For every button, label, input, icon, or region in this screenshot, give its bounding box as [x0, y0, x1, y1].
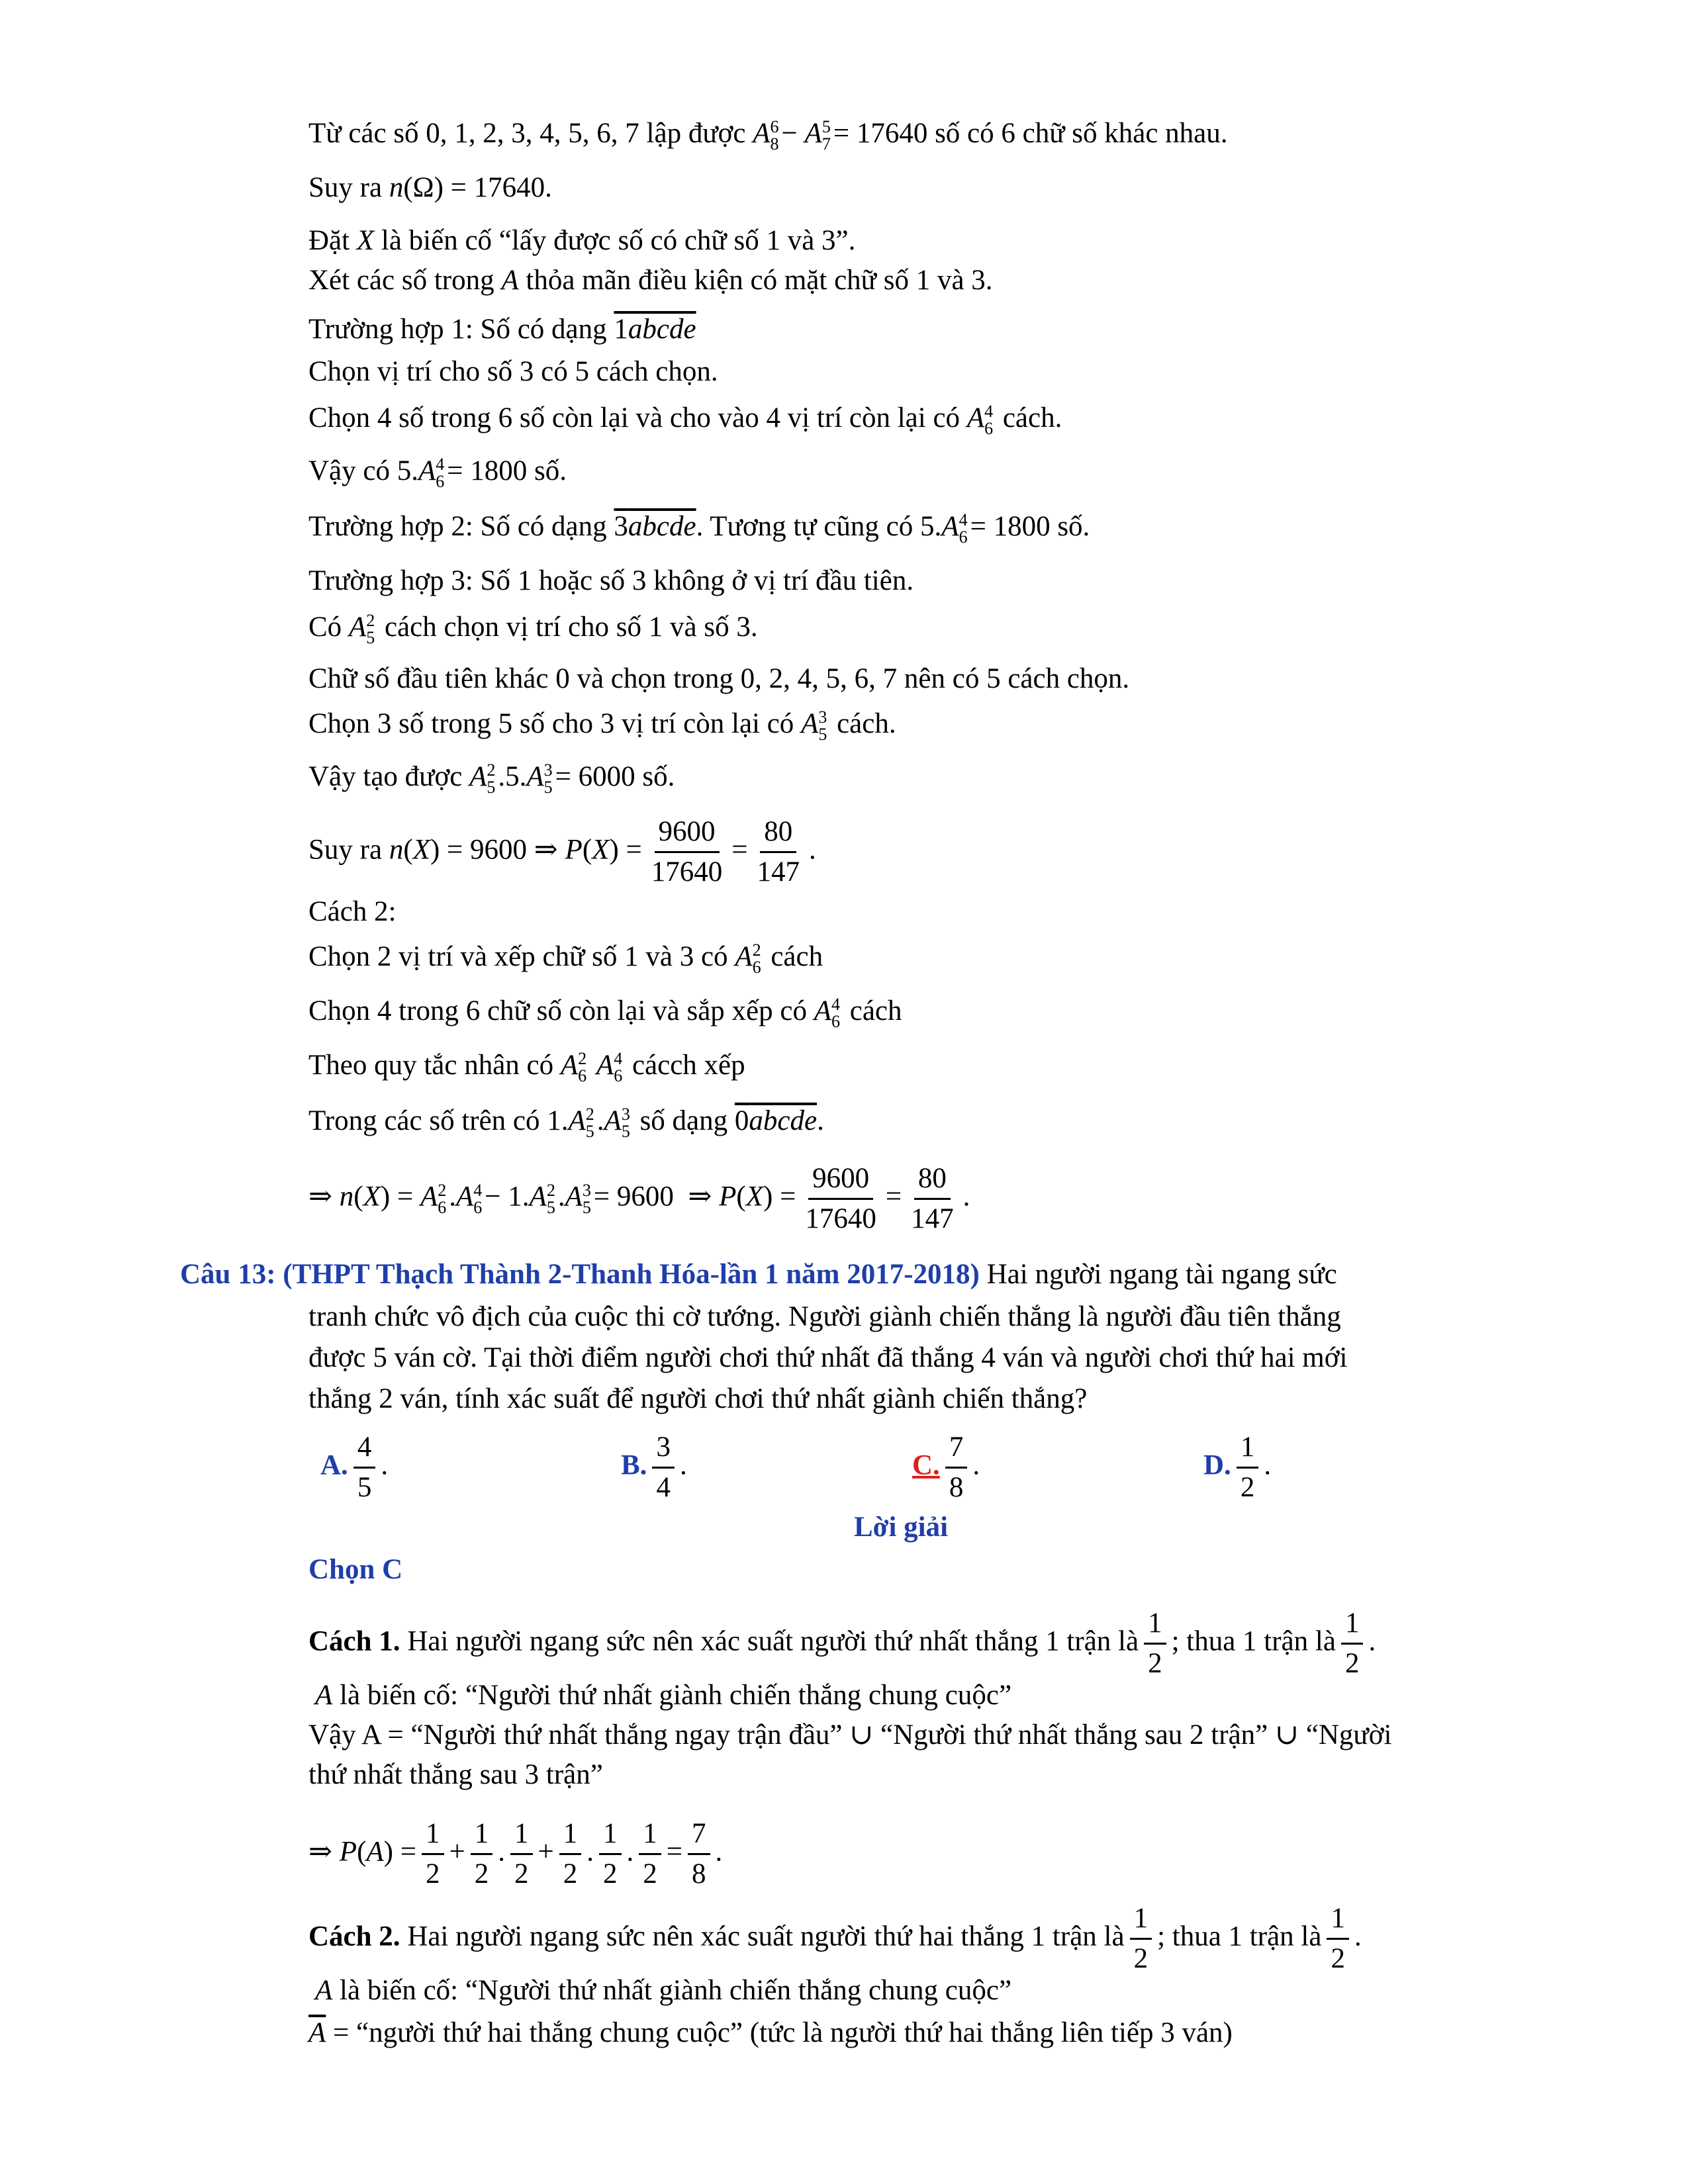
question-label: Câu 13: — [180, 1259, 276, 1290]
question-source: (THPT Thạch Thành 2-Thanh Hóa-lần 1 năm 2017-2018) — [283, 1259, 980, 1290]
line-14: Vậy tạo được A 2 5 .5.A 3 5 = 6000 số. — [308, 760, 675, 797]
line-15: Suy ra n(X) = 9600 ⇒ P(X) = $\frac{9600}{17640}$ = $\frac{80}{147}$ . — [308, 813, 816, 891]
cach-1-vay-2: thứ nhất thắng sau 3 trận” — [308, 1759, 603, 1790]
option-c-num: 7 — [945, 1428, 968, 1469]
option-a-den: 5 — [357, 1472, 372, 1503]
line-7: Chọn 4 số trong 6 số còn lại và cho vào 4 vị trí còn lại có A 4 6 cách. — [308, 402, 1062, 439]
question-text-2: tranh chức vô địch của cuộc thi cờ tướng. Người giành chiến thắng là người đầu tiên thắng — [308, 1301, 1341, 1332]
solution-title — [854, 1510, 948, 1545]
option-c-den: 8 — [949, 1472, 964, 1503]
cach-2-event: A là biến cố: “Người thứ nhất giành chiến thắng chung cuộc” — [315, 1975, 1012, 2006]
line-10: Trường hợp 3: Số 1 hoặc số 3 không ở vị trí đầu tiên. — [308, 565, 914, 596]
solution-title-text: Lời giải — [854, 1512, 949, 1543]
line-8: Vậy có 5.A 4 6 = 1800 số. — [308, 455, 567, 492]
option-d: D. $\frac{1}{2}$ . — [1203, 1428, 1271, 1507]
line-9: Trường hợp 2: Số có dạng 3abcde. Tương tự cũng có 5.A 4 6 = 1800 số. — [308, 510, 1090, 547]
line-11: Có A 2 5 cách chọn vị trí cho số 1 và số 3. — [308, 611, 758, 648]
half-num: 1 — [1144, 1604, 1166, 1645]
line-13: Chọn 3 số trong 5 số cho 3 vị trí còn lại có A 3 5 cách. — [308, 707, 896, 745]
option-d-den: 2 — [1240, 1472, 1255, 1503]
question-text-4: thắng 2 ván, tính xác suất để người chơi thứ nhất giành chiến thắng? — [308, 1383, 1088, 1414]
line-21: ⇒ n(X) = A 2 6 .A 4 6 − 1.A 2 5 .A 3 5 = 9600 ⇒ P(X) = $\frac{9600}{17640}$ = $\frac{80}{147}$ . — [308, 1160, 970, 1238]
cach-1-result: ⇒ P(A) = $\frac{1}{2}$ + $\frac{1}{2}$ . $\frac{1}{2}$ + $\frac{1}{2}$ . $\frac{1}{2}$ . $\frac{1}{2}$ = $\frac{7}{8}$ . — [308, 1815, 722, 1893]
cach-2-line: Cách 2. Hai người ngang sức nên xác suất người thứ hai thắng 1 trận là $\frac{1}{2}$ ; thua 1 trận là $\frac{1}{2}$ . — [308, 1899, 1362, 1978]
cach-1-label: Cách 1. — [308, 1625, 400, 1657]
cach-1-text: Hai người ngang sức nên xác suất người thứ nhất thắng 1 trận là — [407, 1625, 1139, 1657]
option-d-num: 1 — [1237, 1428, 1259, 1469]
cach-1-vay: Vậy A = “Người thứ nhất thắng ngay trận đầu” ∪ “Người thứ nhất thắng sau 2 trận” ∪ “Người — [308, 1719, 1392, 1751]
cach-1-lose: ; thua 1 trận là — [1171, 1625, 1336, 1657]
question-text-3: được 5 ván cờ. Tại thời điểm người chơi thứ nhất đã thắng 4 ván và người chơi thứ hai mới — [308, 1342, 1348, 1373]
solution-choice — [308, 1553, 402, 1587]
option-b-num: 3 — [652, 1428, 675, 1469]
line-6: Chọn vị trí cho số 3 có 5 cách chọn. — [308, 356, 718, 387]
cach-1-line: Cách 1. Hai người ngang sức nên xác suất người thứ nhất thắng 1 trận là $\frac{1}{2}$ ; thua 1 trận là $\frac{1}{2}$ . — [308, 1604, 1376, 1683]
line-18: Chọn 4 trong 6 chữ số còn lại và sắp xếp có A 4 6 cách — [308, 995, 902, 1032]
cach-2-text: Hai người ngang sức nên xác suất người thứ hai thắng 1 trận là — [407, 1921, 1125, 1952]
question-text-1: Hai người ngang tài ngang sức — [986, 1259, 1337, 1290]
solution-choice-text: Chọn C — [308, 1554, 403, 1585]
option-a-num: 4 — [353, 1428, 376, 1469]
option-a-letter: A. — [320, 1449, 348, 1481]
line-4: Xét các số trong A thỏa mãn điều kiện có mặt chữ số 1 và 3. — [308, 265, 993, 296]
option-d-letter: D. — [1203, 1449, 1231, 1481]
option-c-letter: C. — [912, 1449, 940, 1481]
line-19: Theo quy tắc nhân có A 2 6 A 4 6 cácch xếp — [308, 1049, 745, 1086]
option-c: C. $\frac{7}{8}$ . — [912, 1428, 980, 1507]
line-2: Suy ra n(Ω) = 17640. — [308, 172, 552, 203]
half-den: 2 — [1148, 1648, 1162, 1679]
line-16: Cách 2: — [308, 896, 397, 927]
line-20: Trong các số trên có 1.A 2 5 .A 3 5 số dạng 0abcde. — [308, 1105, 824, 1142]
cach-2-comp-text: $\overline{A}$ = “người thứ hai thắng chung cuộc” (tức là người thứ hai thắng liên tiếp 3 ván) — [308, 2017, 1233, 2048]
line-3: Đặt X là biến cố “lấy được số có chữ số 1 và 3”. — [308, 225, 856, 256]
option-b-letter: B. — [621, 1449, 647, 1481]
line-17: Chọn 2 vị trí và xếp chữ số 1 và 3 có A 2 6 cách — [308, 940, 823, 978]
cach-2-label: Cách 2. — [308, 1921, 400, 1952]
cach-2-comp — [308, 2016, 1233, 2050]
line-1: Từ các số 0, 1, 2, 3, 4, 5, 6, 7 lập được A 6 8 − A 5 7 = 17640 số có 6 chữ số khác nhau. — [308, 117, 1228, 154]
option-b: B. $\frac{3}{4}$ . — [621, 1428, 687, 1507]
option-a: A. $\frac{4}{5}$ . — [320, 1428, 388, 1507]
cach-2-lose: ; thua 1 trận là — [1157, 1921, 1322, 1952]
line-5: Trường hợp 1: Số có dạng 1abcde — [308, 314, 696, 345]
cach-1-event: A là biến cố: “Người thứ nhất giành chiến thắng chung cuộc” — [315, 1680, 1012, 1711]
question-13-header — [180, 1257, 1337, 1292]
option-b-den: 4 — [656, 1472, 671, 1503]
line-12: Chữ số đầu tiên khác 0 và chọn trong 0, 2, 4, 5, 6, 7 nên có 5 cách chọn. — [308, 663, 1130, 694]
